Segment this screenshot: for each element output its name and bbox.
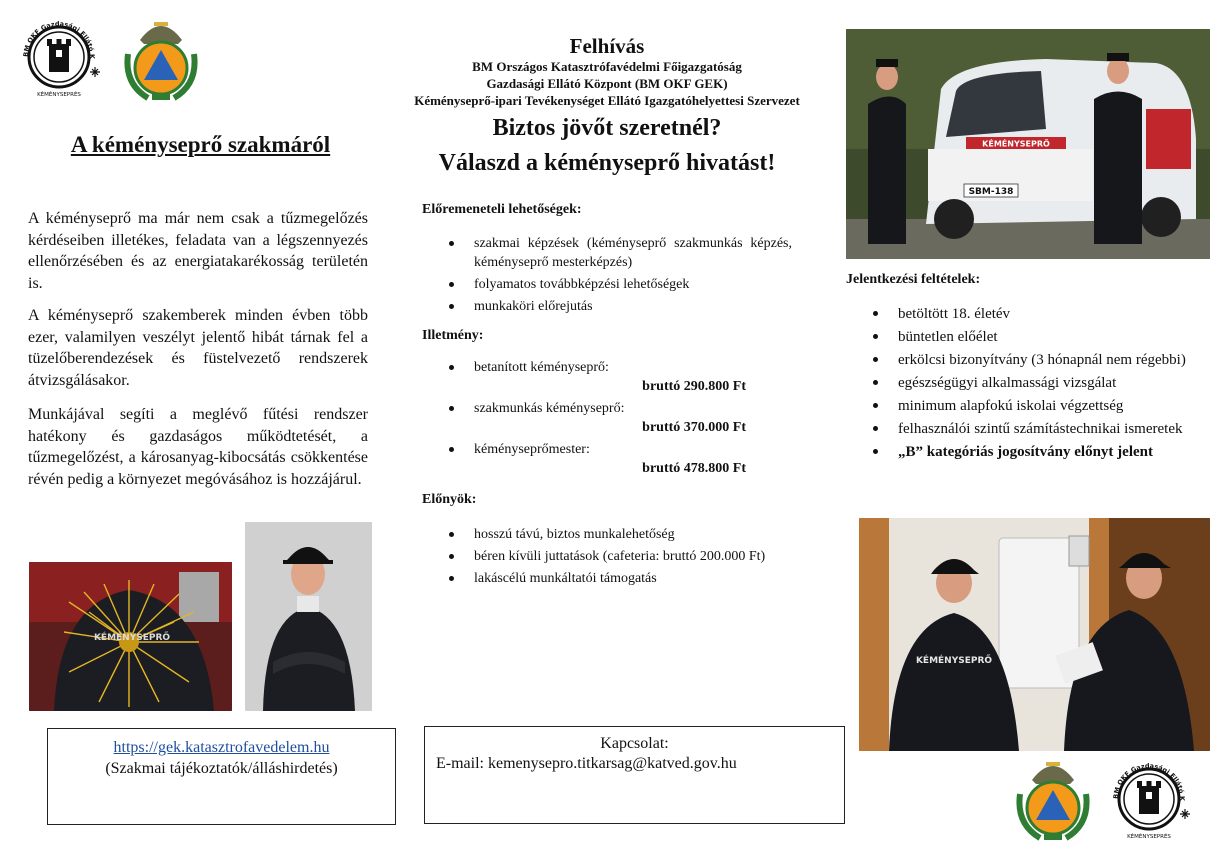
svg-text:KÉMÉNYSEPRŐ: KÉMÉNYSEPRŐ (93, 633, 171, 643)
contact-email[interactable]: E-mail: kemenysepro.titkarsag@katved.gov.hu (436, 755, 737, 772)
svg-text:BM OKF Gazdasági Ellátó Közpon: BM OKF Gazdasági Ellátó K (21, 19, 97, 59)
advancement-list (446, 234, 792, 319)
org-line-3: Kéményseprő-ipari Tevékenységet Ellátó Igazgatóhelyettesi Szervezet (414, 93, 800, 108)
fire-service-badge-top (118, 14, 204, 104)
photo-van-with-sweeps (846, 29, 1210, 259)
call-header (412, 34, 802, 179)
contact-box (424, 726, 845, 824)
svg-text:SBM-138: SBM-138 (968, 187, 1014, 197)
website-box (47, 728, 396, 825)
photo-chimney-sweep-portrait (245, 522, 372, 711)
list-item: szakmai képzések (kéményseprő szakmunkás képzés, kéményseprő mesterképzés) (446, 234, 792, 272)
list-item: erkölcsi bizonyítvány (3 hónapnál nem régebbi) (870, 350, 1200, 370)
slogan-line-2: Válaszd a kéményseprő hivatást! (438, 150, 776, 176)
salary-list (446, 358, 792, 481)
intro-paragraph-3: Munkájával segíti a meglévő fűtési rendszer hatékony és gazdaságos működtetését, a tűzmegelőzést, a károsanyag-kibocsátás csökkentése révén pedig a környezet megóvásához is hozzájárul. (28, 406, 368, 488)
list-item: folyamatos továbbképzési lehetőségek (446, 275, 792, 294)
contact-title: Kapcsolat: (600, 735, 669, 752)
list-item: „B” kategóriás jogosítvány előnyt jelent (870, 442, 1200, 462)
fire-service-badge-bottom (1010, 754, 1096, 844)
list-item: minimum alapfokú iskolai végzettség (870, 396, 1200, 416)
list-item: béren kívüli juttatások (cafeteria: bruttó 200.000 Ft) (446, 547, 792, 566)
call-heading: Felhívás (569, 34, 645, 58)
photo-chimney-sweep-back (29, 562, 232, 711)
requirements-list (870, 304, 1200, 465)
list-item: büntetlen előélet (870, 327, 1200, 347)
list-item: betöltött 18. életév (870, 304, 1200, 324)
salary-amount: bruttó 370.000 Ft (642, 420, 746, 435)
benefits-list (446, 525, 792, 591)
salary-title: Illetmény: (422, 328, 484, 343)
svg-text:KÉMÉNYSEPRÉS: KÉMÉNYSEPRÉS (1127, 834, 1171, 840)
org-line-2: Gazdasági Ellátó Központ (BM OKF GEK) (486, 76, 728, 91)
list-item: munkaköri előrejutás (446, 297, 792, 316)
list-item: betanított kéményseprő: bruttó 290.800 Ft (446, 358, 792, 396)
svg-text:KÉMÉNYSEPRÉS: KÉMÉNYSEPRÉS (37, 92, 81, 98)
advancement-title: Előremeneteli lehetőségek: (422, 202, 582, 217)
gek-logo-bottom (1106, 756, 1192, 842)
requirements-title: Jelentkezési feltételek: (846, 272, 981, 287)
list-item: egészségügyi alkalmassági vizsgálat (870, 373, 1200, 393)
list-item: szakmunkás kéményseprő: bruttó 370.000 Ft (446, 399, 792, 437)
list-item: hosszú távú, biztos munkalehetőség (446, 525, 792, 544)
intro-paragraph-2: A kéményseprő szakemberek minden évben több ezer, valamilyen veszélyt jelentő hibát tárnak fel a tüzelőberendezések és füstelvezető rendszerek átvizsgálásakor. (28, 307, 368, 389)
list-item: felhasználói szintű számítástechnikai ismeretek (870, 419, 1200, 439)
list-item: lakáscélú munkáltatói támogatás (446, 569, 792, 588)
slogan-line-1: Biztos jövőt szeretnél? (492, 115, 722, 141)
svg-text:BM OKF Gazdasági Ellátó Közpon: BM OKF Gazdasági Ellátó K (1111, 761, 1187, 801)
website-note: (Szakmai tájékoztatók/álláshirdetés) (105, 760, 338, 777)
svg-text:KÉMÉNYSEPRŐ: KÉMÉNYSEPRŐ (982, 139, 1050, 149)
intro-paragraph-1: A kéményseprő ma már nem csak a tűzmegelőzés kérdéseiben illetékes, feladata van a légszennyezés ellenőrzésében és az energiatakarékosság területén is. (28, 210, 368, 292)
salary-amount: bruttó 290.800 Ft (642, 379, 746, 394)
salary-amount: bruttó 478.800 Ft (642, 461, 746, 476)
list-item: kéményseprőmester: bruttó 478.800 Ft (446, 440, 792, 478)
left-title: A kéményseprő szakmáról (70, 132, 331, 157)
photo-boiler-inspection (859, 518, 1210, 751)
org-line-1: BM Országos Katasztrófavédelmi Főigazgatóság (472, 59, 742, 74)
benefits-title: Előnyök: (422, 492, 477, 507)
gek-logo-top (16, 14, 102, 100)
svg-text:KÉMÉNYSEPRŐ: KÉMÉNYSEPRŐ (915, 656, 993, 666)
website-link[interactable]: https://gek.katasztrofavedelem.hu (113, 739, 330, 756)
